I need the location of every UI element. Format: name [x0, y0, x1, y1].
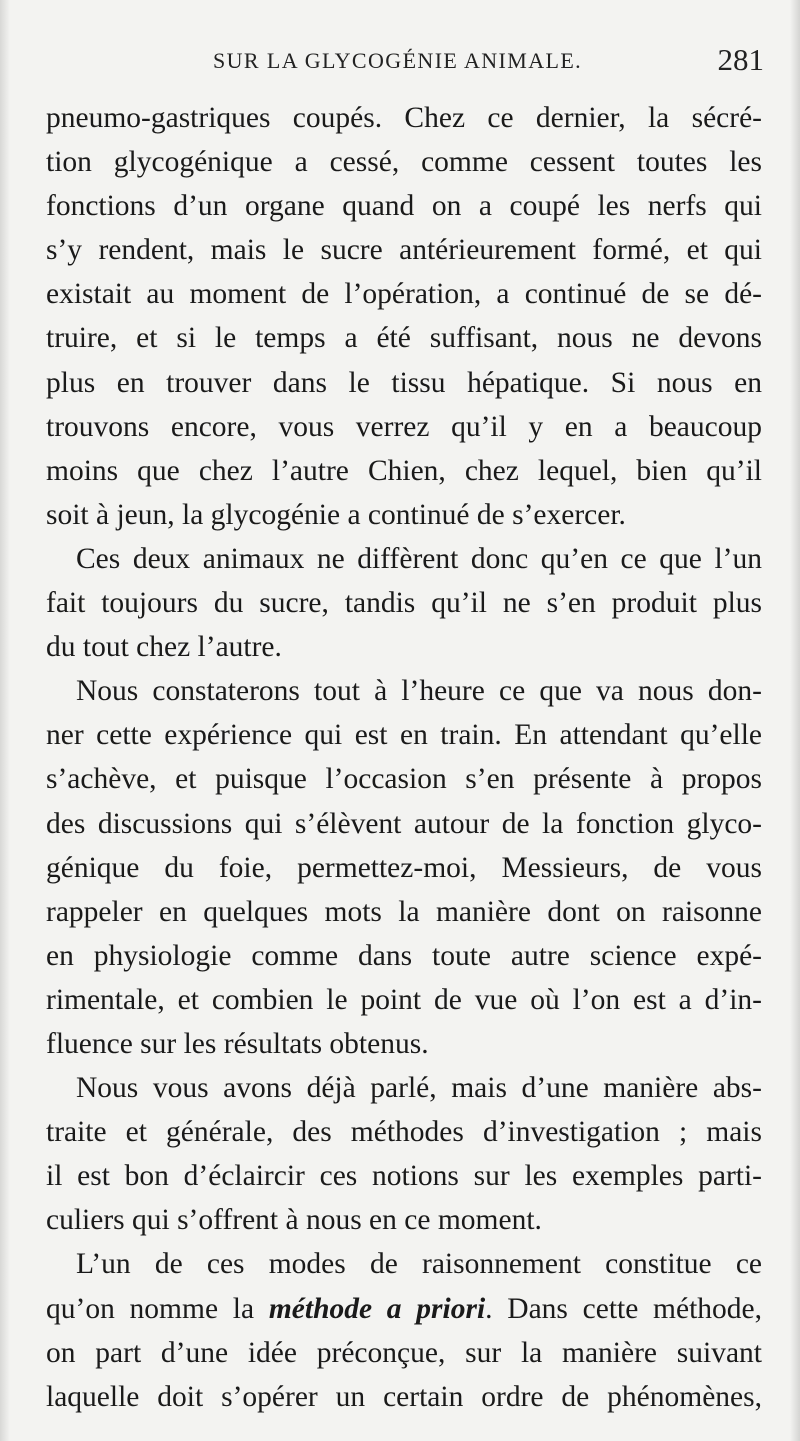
- text-line: trouvons encore, vous verrez qu’il y en a beaucoup: [46, 410, 762, 443]
- text-segment: qu’on nomme la: [46, 1292, 269, 1325]
- text-line: tion glycogénique a cessé, comme cessent toutes les: [46, 146, 762, 179]
- text-line: Nous constaterons tout à l’heure ce que va nous don-: [76, 675, 762, 708]
- text-line: rimentale, et combien le point de vue où l’on est a d’in-: [46, 983, 762, 1016]
- text-line: soit à jeun, la glycogénie a continué de s’exercer.: [46, 498, 626, 531]
- paragraph-4: [46, 1066, 762, 1242]
- body-text: [46, 96, 762, 1419]
- text-line: L’un de ces modes de raisonnement constitue ce: [76, 1248, 762, 1281]
- text-line: s’y rendent, mais le sucre antérieurement formé, et qui: [46, 234, 762, 267]
- page-edge-left: [0, 0, 10, 1441]
- page-number: 281: [717, 42, 764, 77]
- text-line: existait au moment de l’opération, a continué de se dé-: [46, 278, 762, 311]
- text-line-with-emphasis: [46, 1287, 762, 1331]
- text-line: culiers qui s’offrent à nous en ce moment.: [46, 1204, 542, 1237]
- emphasis-method-a-priori: méthode a priori: [268, 1292, 486, 1325]
- text-line: rappeler en quelques mots la manière dont on raisonne: [46, 895, 762, 928]
- text-line: génique du foie, permettez-moi, Messieurs, de vous: [46, 851, 762, 884]
- text-line: ner cette expérience qui est en train. En attendant qu’elle: [46, 719, 762, 752]
- page-edge-right: [790, 0, 800, 1441]
- paragraph-3: [46, 669, 762, 1066]
- paragraph-2: [46, 537, 762, 669]
- text-line: laquelle doit s’opérer un certain ordre de phénomènes,: [46, 1380, 762, 1413]
- paragraph-1: [46, 96, 762, 537]
- text-line: on part d’une idée préconçue, sur la manière suivant: [46, 1336, 762, 1369]
- text-line: pneumo-gastriques coupés. Chez ce dernier, la sécré-: [46, 102, 762, 134]
- text-line: Ces deux animaux ne diffèrent donc qu’en ce que l’un: [76, 542, 762, 575]
- text-line: fluence sur les résultats obtenus.: [46, 1027, 429, 1060]
- text-line: s’achève, et puisque l’occasion s’en présente à propos: [46, 763, 762, 796]
- text-line: Nous vous avons déjà parlé, mais d’une manière abs-: [76, 1072, 762, 1105]
- text-line: truire, et si le temps a été suffisant, nous ne devons: [46, 322, 762, 355]
- text-segment: . Dans cette méthode,: [485, 1292, 762, 1325]
- text-line: en physiologie comme dans toute autre science expé-: [46, 939, 762, 972]
- text-line: fonctions d’un organe quand on a coupé les nerfs qui: [46, 190, 762, 223]
- text-line: des discussions qui s’élèvent autour de la fonction glyco-: [46, 807, 762, 840]
- text-line: plus en trouver dans le tissu hépatique. Si nous en: [46, 366, 762, 399]
- text-line: moins que chez l’autre Chien, chez lequel, bien qu’il: [46, 454, 762, 487]
- text-line: traite et générale, des méthodes d’investigation ; mais: [46, 1116, 762, 1149]
- running-title: SUR LA GLYCOGÉNIE ANIMALE.: [213, 48, 583, 73]
- paragraph-5: [46, 1242, 762, 1418]
- text-line: du tout chez l’autre.: [46, 631, 282, 664]
- text-line: il est bon d’éclaircir ces notions sur les exemples parti-: [46, 1160, 762, 1193]
- page-header: [40, 42, 764, 82]
- text-line: fait toujours du sucre, tandis qu’il ne s’en produit plus: [46, 587, 762, 620]
